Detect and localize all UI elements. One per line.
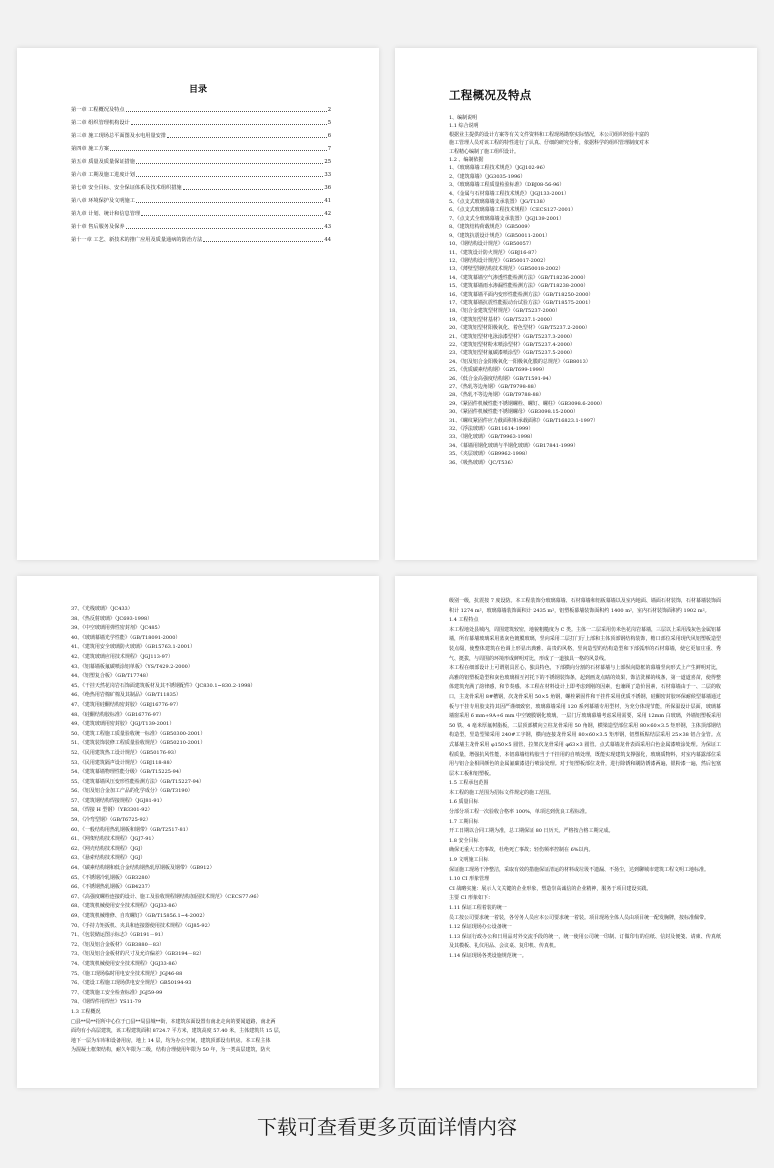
section-title: 工程概况及特点 — [449, 88, 532, 102]
text-line: 29、《紧固件机械性能不锈钢螺栓、螺钉、螺柱》（GB3098.6-2000） — [449, 400, 605, 407]
toc-leader-dots — [126, 111, 327, 112]
page-body — [449, 597, 721, 962]
text-line: 56、《铝及铝合金加工产品的化学成分》（GB/T3190） — [71, 788, 193, 795]
text-line: 47、《建筑用硅酮结构密封胶》（GBJ16776-97） — [71, 701, 181, 708]
text-line: 15、《建筑幕墙雨水渗漏性能检测方法》（GB/T18238-2000） — [449, 283, 589, 290]
text-paragraph: 1.9 文明施工目标 — [449, 857, 489, 864]
text-line: 69、《建筑机械维修、自攻螺钉》（GB/T15856.1~4-2002） — [71, 913, 208, 919]
text-line: 18、《铝合金建筑型材规范》（GB/T5237-2000） — [449, 308, 561, 315]
text-line: 22、《建筑铝型材粉末喷涂型材》（GB/T5237.4-2000） — [449, 341, 575, 348]
toc-item[interactable] — [71, 113, 331, 126]
text-paragraph: 1.6 质量目标 — [449, 799, 479, 806]
text-line: 19、《建筑铝型材基材》（GB/T5237.1-2000） — [449, 316, 555, 323]
text-line: 73、《铝及铝合金板材的尺寸及允许偏差》（GB3194－82） — [71, 951, 205, 958]
download-caption[interactable]: 下载可查看更多页面详情内容 — [257, 1115, 517, 1139]
text-line: 16、《建筑幕墙平面内变形性能检测方法》（GB/T18250-2000） — [449, 291, 594, 298]
toc-leader-dots — [203, 241, 323, 242]
toc-leader-dots — [167, 137, 327, 138]
toc-item-page: 2 — [327, 107, 331, 113]
toc-leader-dots — [126, 228, 324, 229]
text-line: 5、《点支式玻璃幕墙支承装置》（JG/T138） — [449, 199, 548, 206]
toc-item[interactable] — [71, 230, 331, 243]
text-line: 1.1 综合说明 — [449, 123, 479, 130]
text-line: 58、《焊接 H 型钢》（YB3301-92） — [71, 807, 153, 814]
text-line: 施工管理人员对该工程的特性进行了认真、仔细的研究分析，依据科学的组织管理制度对本 — [449, 140, 650, 147]
text-paragraph: 保证施工现场干净整洁，采取有效的措施保证清运的材料或垃圾不遗漏、不扬尘，达到聊城市建筑工程文明工地标准。 — [449, 866, 710, 873]
text-line: 14、《建筑幕墙空气渗透性能检测方法》（GB/T18236-2000） — [449, 274, 589, 281]
text-paragraph: 1.8 安全目标 — [449, 837, 479, 844]
toc-item[interactable] — [71, 191, 331, 204]
text-paragraph: 1.10 CI 形象管理 — [449, 876, 490, 883]
text-line: 78、《钢焊件用焊丝》YS11-79 — [71, 999, 142, 1006]
toc-item-label: 第十章 售后服务及保养 — [71, 224, 125, 230]
text-line: 工程精心编制了施工组织设计。 — [449, 148, 520, 155]
page-body — [449, 114, 721, 467]
text-line: 21、《建筑铝型材电泳涂漆型材》（GB/T5237.3-2000） — [449, 333, 575, 340]
text-line: 74、《建筑机械使用安全技术规程》（JGJ33-86） — [71, 960, 180, 967]
doc-page-project-details — [395, 576, 757, 1088]
toc-item[interactable] — [71, 204, 331, 217]
toc-item-page: 33 — [324, 172, 331, 178]
toc-item-label: 第一章 工程概况及特点 — [71, 107, 125, 113]
text-line: 66、《不锈钢热轧钢板》（GB4237） — [71, 884, 153, 891]
toc-item-label: 第八章 环境保护及文明施工 — [71, 198, 135, 204]
text-line: 8、《建筑结构荷载规范》（GB5009） — [449, 224, 533, 231]
text-line: 76、《建设工程施工现场供电安全规范》GB50194-93 — [71, 980, 192, 987]
text-line: 24、《铝及铝合金阳极氧化一阳极氧化膜的总规范》（GB8013） — [449, 358, 591, 365]
text-paragraph: 1.4 工程特点 — [449, 617, 479, 624]
toc-item-label: 第三章 施工现场总平面图及水电用量安排 — [71, 133, 167, 139]
text-line: 37、《光栈玻璃》（JC433） — [71, 606, 133, 612]
text-line: 55、《建筑幕墙风压变形性能检测方法》（GB/T15227-94） — [71, 778, 205, 785]
toc-item-page: 36 — [324, 185, 331, 191]
text-line: 44、《铝塑复合板》（GB/T17748） — [71, 673, 151, 680]
text-line: 25、《优质碳素结构钢》（GB/T699-1999） — [449, 367, 548, 374]
text-paragraph: 级别一级，抗震按 7 度设防。本工程装饰分玻璃幕墙、石材幕墙和铝板幕墙以及室内地面、墙面石材装饰，石材幕墙装饰面积计 1274 m²，玻璃幕墙装饰面积计 2435 m²，铝塑板幕墙装饰面积约 1400 m²，室内石材装饰面积约 1902 m²。 — [449, 598, 721, 614]
doc-page-standards — [17, 576, 379, 1088]
toc-item-page: 6 — [327, 133, 331, 139]
text-line: 62、《网壳结构技术规程》（JGJ） — [71, 845, 146, 852]
text-line: 70、《手持力矩扳机、夹具和连接器使用技术规程》（GJ85-92） — [71, 922, 213, 929]
text-line: 9、《建筑抗震设计规范》（GB50011-2001） — [449, 232, 551, 239]
text-line: 45、《干挂天然花岗岩石饰面建筑板材及其不锈钢配件》（JC830.1~830.2-1998） — [71, 682, 256, 689]
text-line: 23、《建筑铝型材氟碳漆喷涂型》（GB/T5237.5-2000） — [449, 350, 575, 357]
text-paragraph: 主要 CI 形象如下： — [449, 895, 493, 902]
text-line: 38、《热反射玻璃》（JC693-1998） — [71, 615, 153, 622]
text-line: 43、《铝幕墙板氟碳喷涂铝单板》（YS/T429.2-2000） — [71, 663, 193, 670]
text-line: 60、《一般结构用热轧钢板和钢带》（GB/T2517-81） — [71, 826, 191, 833]
text-line: 7、《点支式全玻璃幕墙支承装置》（JGJ139-2001） — [449, 215, 565, 222]
text-line: 52、《民用建筑热工设计规范》（GB50176-93） — [71, 749, 179, 756]
text-paragraph: 本工程的施工范围为招标文件规定的施工范围。 — [449, 789, 555, 796]
text-line: 1.3 工程概况 — [71, 1008, 101, 1015]
text-line: 67、《高强度螺栓连接的设计、施工及验收规程钢结构加固技术规范》（CECS77:96） — [71, 893, 262, 900]
text-line: 20、《建筑铝型材阳极氧化、着色型材》（GB/T5237.2-2000） — [449, 325, 590, 332]
toc-item-label: 第四章 施工方案 — [71, 146, 109, 152]
text-line: 1、编制说明 — [449, 115, 478, 121]
text-paragraph: CI 战略实施：展示人文关键的企业形象，塑造崇高诚信的企业精神，服务于项目建设实践。 — [449, 885, 652, 892]
toc-item[interactable] — [71, 100, 331, 113]
toc-leader-dots — [141, 215, 323, 216]
text-line: 75、《施工现场临时用电安全技术规范》JGJ46-88 — [71, 970, 183, 977]
text-line: 59、《冷弯型钢》（GB/T6725-92） — [71, 817, 151, 824]
toc-item[interactable] — [71, 126, 331, 139]
toc-item-label: 第二章 组织管理机构设计 — [71, 120, 130, 126]
text-line: 地下一层为车库和设备用房，地上 14 层，均为办公空间，建筑顶部设有机房。本工程主体 — [71, 1037, 271, 1044]
text-line: 72、《铝及铝合金板材》（GB3880－83） — [71, 941, 165, 948]
text-line: 63、《悬索结构技术规程》（JGJ） — [71, 855, 146, 862]
toc-leader-dots — [136, 163, 323, 164]
text-paragraph: 1.14 保证现场各类设施规范统一。 — [449, 952, 527, 959]
toc-item-page: 7 — [327, 146, 331, 152]
text-line: 36、《吸热玻璃》（JC/T536） — [449, 459, 516, 466]
text-line: 12、《钢结构设计规范》（GB50017-2002） — [449, 257, 549, 264]
text-line: 根据业主提供的设计方案等有关文件资料和工程现场勘察实际情况，本公司组织经验丰富的 — [449, 131, 650, 138]
text-line: □县**局**招所中心位于□县**局县城**街，本建筑东面设置有南北走向的要闻道路，南北两 — [71, 1018, 276, 1025]
text-line: 53、《民用建筑隔声设计规范》（GBJ118-88） — [71, 759, 175, 766]
text-line: 46、《绝热用岩棉矿棉及其制品》（GB/T11835） — [71, 692, 181, 699]
toc-item[interactable] — [71, 178, 331, 191]
text-line: 27、《热轧等边角钢》（GB/T9798-88） — [449, 384, 539, 390]
text-line: 35、《夹层玻璃》（GB9962-1998） — [449, 451, 531, 458]
text-paragraph: 1.13 保证行政办公和日用品对外交流手段的统一，统一使用公司统一印制、订做印有的信纸、信封及便笺、请柬、传真纸及其模板、礼仪用品、会议桌、复印机、传真机。 — [449, 933, 721, 950]
text-line: 68、《建筑机械使用安全技术规程》（JGJ33-86） — [71, 903, 180, 910]
text-line: 28、《热轧不等边角钢》（GB/T9788-88） — [449, 392, 544, 399]
page-body — [71, 605, 343, 1056]
text-paragraph: 1.5 工程承包范围 — [449, 780, 489, 787]
toc-item-label: 第九章 计划、统计和信息管理 — [71, 211, 141, 217]
toc-item-page: 5 — [327, 120, 331, 126]
text-line: 49、《建筑玻璃用密封胶》（JGJ/T139-2001） — [71, 721, 175, 728]
toc-leader-dots — [136, 176, 323, 177]
text-paragraph: 分部分项工程一次验收合格率 100%，单项达到优良工程标准。 — [449, 809, 590, 816]
text-line: 48、《硅酮结构胶标准》（GB16776-97） — [71, 711, 164, 718]
text-line: 65、《不锈钢冷轧钢板》（GB3280） — [71, 874, 153, 881]
text-paragraph: 本工程地处县城内，周围建筑较密，地貌粗糙度为 C 类。主体一二层采用仿米色花岗岩幕墙，三层以上采用浅灰色金属铝幕墙，所有幕墙玻璃采用蓝灰色镀膜玻璃，竖向采用二层打门厅上部和主体顶部钢结构装饰，檐口部位采用现代风铝塑板造型装点缀，使整体建筑在色调上形显出典雅、高贵的风格，竖向造型的结构造型和下部弧形的石材幕墙，使它更加庄重、秀气、挺拔，与周围的环境形成鲜明对比，形成了一道独具一格的风景线。 — [449, 626, 722, 662]
text-line: 33、《钢化玻璃》（GB/T9963-1998） — [449, 434, 536, 441]
text-line: 13、《薄壁型钢结构技术规范》（GB50018-2002） — [449, 266, 564, 273]
text-line: 61、《网架结构技术规程》（JGJ7-91） — [71, 836, 157, 843]
text-line: 1、《玻璃幕墙工程技术规范》（JGJ102-96） — [449, 165, 548, 172]
text-paragraph: 1.11 保证工程着装的统一 — [449, 905, 507, 911]
toc-item[interactable] — [71, 152, 331, 165]
text-line: 51、《建筑装饰装修工程质量验收规范》（GB50210-2001） — [71, 740, 206, 747]
text-line: 3、《玻璃幕墙工程质量检验标准》（DBJ08-56-96） — [449, 182, 565, 189]
text-line: 4、《金属与石材幕墙工程技术规范》（JGJ133-2001） — [449, 190, 570, 197]
text-paragraph: 开工日期以合同工期为准，总工期保证 80 日历天。严格按合格工期完成。 — [449, 828, 614, 835]
text-line: 34、《幕墙用钢化玻璃与半钢化玻璃》（GB17841-1999） — [449, 442, 579, 449]
text-line: 32、《浮法玻璃》（GB11614-1999） — [449, 426, 534, 433]
text-paragraph: 本工程在细部设计上可谓别具匠心，独具特色，下部横向分割的石材幕墙与上部纵向隐框的幕墙竖向形式上产生鲜明对比，高雅的铝塑板造型和灰色玻璃相互衬托下的不锈钢装饰条，起到画龙点睛的效果，饰洁洗梯的线条，第一道道喜苗，使得整体建筑充满了韵律感，和节奏感。本工程在材料设计上即考虑到刚的因素，也兼顾了造价因素，石材幕墙由于一、二层的收口，主龙骨采用 8#槽钢，次龙骨采用 50×5 角钢，螺栓紧固件和干挂件采用优质不锈钢，硅酮密封胶环保耐候型幕墙通过板与干挂专用胶支持其因严谨细致密，玻璃幕墙采用 120 系列幕墙专用型材，为充分体现节能，所保温设计层面，玻璃幕墙窗采用 6 mm+9A+6 mm 中空镀膜钢化玻璃，一层门厅玻璃幕墙考虑采用需要，采用 12mm 白玻璃，外墙铝塑板采用 50 铁、4 毫米厚氟树脂板，二层顶部横向立柱龙骨采用 50 角钢，横梁造型部位采用 80×60×3.5 矩形钢，主体顶部钢结构造型，竖造型梁采用 240#工字钢，横向连接龙骨采用 80×60×3.5 矩形钢，铝塑板粘结层采用 25×38 铝合金管。点式幕墙主龙骨采用 φ150×5 圆管，拉架次龙骨采用 φ63×3 圆管。点式幕墙龙骨表面采用白色金属漆喷涂处理。为保证工程质量，增强抗风性能，本铝幕墙结构胶当于干挂用的自喷处理，既能实现建筑支撑强化，玻璃质物料，对室内幕露部位采用与铝合金相同颜色的金属氟碳漆进行喷涂处理。对于铝塑板部位龙骨，进行除锈和刷防锈漆两遍，银粉漆一遍，然后包塞层木工板和铝塑板。 — [449, 665, 721, 777]
text-line: 1.2 、编制依据 — [449, 157, 484, 164]
text-paragraph: 确保无重大工伤事故，杜绝死亡事故；轻伤频率控制在 6%以内。 — [449, 847, 594, 854]
text-line: 41、《建筑用安全玻璃防火玻璃》（GB15763.1-2001） — [71, 644, 196, 651]
text-line: 为混凝土框架结构，耐久年限为二级，结构合理使用年限为 50 年，为一类高层建筑，防火 — [71, 1047, 271, 1054]
text-line: 77、《建筑施工安全检查标准》JGJ59-99 — [71, 989, 163, 996]
doc-page-toc — [17, 48, 379, 560]
text-paragraph: 1.12 保证现场办公设备统一 — [449, 924, 512, 931]
text-line: 57、《建筑钢结构焊接规程》（JGJ81-91） — [71, 797, 165, 804]
toc-leader-dots — [131, 124, 327, 125]
toc-item-page: 41 — [324, 198, 331, 204]
text-paragraph: 1.7 工期目标 — [449, 818, 479, 825]
text-line: 6、《点支式玻璃幕墙工程技术规程》（CECS127-2001） — [449, 207, 576, 214]
text-line: 54、《建筑幕墙物理性能分级》（GB/T15225-94） — [71, 769, 185, 776]
toc-item[interactable] — [71, 139, 331, 152]
toc-item-label: 第七章 安全目标、安全保证体系及技术组织措施 — [71, 185, 182, 191]
text-line: 50、《建筑工程施工质量验收统一标准》（GB50300-2001） — [71, 730, 206, 737]
text-line: 42、《建筑玻璃应用技术规程》（JGJ113-97） — [71, 653, 173, 660]
toc-item[interactable] — [71, 217, 331, 230]
text-line: 10、《钢结构设计规范》（GB50057） — [449, 241, 534, 248]
text-line: 31、《螺纹紧固件应力截面积和承载面积》（GB/T16823.1-1997） — [449, 417, 599, 424]
text-line: 40、《玻璃幕墙光学性能》（GB/T18091-2000） — [71, 634, 181, 641]
toc-leader-dots — [136, 202, 323, 203]
toc-item-page: 43 — [324, 224, 331, 230]
text-line: 64、《碳素结构钢和低合金结构钢热轧厚钢板及钢带》（GB912） — [71, 865, 215, 872]
text-line: 17、《建筑幕墙抗震性能振动台试验方法》（GB/T18575-2001） — [449, 299, 594, 306]
text-line: 39、《中空玻璃用弹性密封剂》（JC485） — [71, 625, 163, 632]
toc-item-page: 42 — [324, 211, 331, 217]
text-line: 11、《建筑设计防火规范》（GBJ16-87） — [449, 249, 540, 256]
toc-item[interactable] — [71, 165, 331, 178]
toc-leader-dots — [110, 150, 327, 151]
text-line: 2、《建筑幕墙》（JG3035-1996） — [449, 173, 526, 180]
text-line: 26、《低合金高强度结构钢》（GB/T1591-94） — [449, 375, 554, 382]
toc-item-label: 第十一章 工艺、新技术的推广应用及质量通病的防治方法 — [71, 237, 203, 243]
text-paragraph: 员工按公司要求统一着装，各劳务人员应本公司要求统一着装。项目现场全体人员由项目统一配发胸牌，按标准佩带。 — [449, 914, 710, 921]
toc-item-label: 第六章 工期及施工进度计划 — [71, 172, 135, 178]
text-line: 30、《紧固件机械性能不锈钢螺母》（GB3098.15-2000） — [449, 409, 579, 416]
text-line: 面均有小高层建筑，该工程建筑面积 8724.7 平方米，建筑高度 57.40 米，主体建筑共 15 层， — [71, 1028, 284, 1035]
toc-item-label: 第五章 质量及质量保证措施 — [71, 159, 135, 165]
toc-list — [71, 100, 331, 243]
toc-leader-dots — [183, 189, 324, 190]
text-line: 71、《包装储运图示标志》（GB191－91） — [71, 932, 166, 939]
toc-item-page: 44 — [324, 237, 331, 243]
toc-item-page: 25 — [324, 159, 331, 165]
toc-title: 目录 — [188, 85, 207, 95]
doc-page-overview — [395, 48, 757, 560]
